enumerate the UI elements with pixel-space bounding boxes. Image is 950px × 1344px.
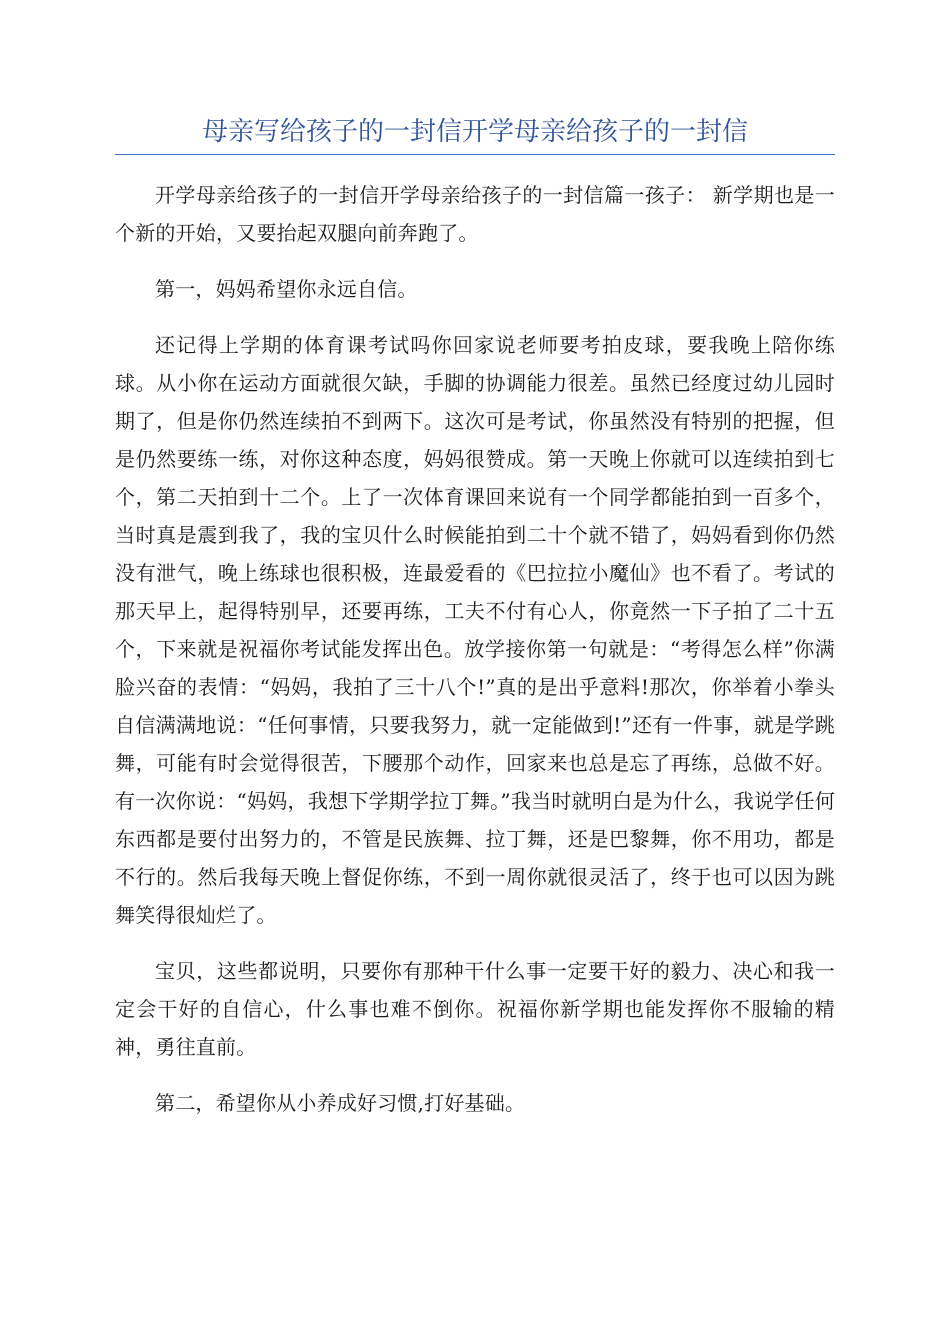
paragraph-story: 还记得上学期的体育课考试吗你回家说老师要考拍皮球，要我晚上陪你练球。从小你在运动方面就很欠缺，手脚的协调能力很差。虽然已经度过幼儿园时期了，但是你仍然连续拍不到两下。这次可是考试，你虽然没有特别的把握，但是仍然要练一练，对你这种态度，妈妈很赞成。第一天晚上你就可以连续拍到七个，第二天拍到十二个。上了一次体育课回来说有一个同学都能拍到一百多个，当时真是震到我了，我的宝贝什么时候能拍到二十个就不错了，妈妈看到你仍然没有泄气，晚上练球也很积极，连最爱看的《巴拉拉小魔仙》也不看了。考试的那天早上，起得特别早，还要再练，工夫不付有心人，你竟然一下子拍了二十五个，下来就是祝福你考试能发挥出色。放学接你第一句就是：“考得怎么样”你满脸兴奋的表情：“妈妈，我拍了三十八个!”真的是出乎意料!那次，你举着小拳头自信满满地说：“任何事情，只要我努力，就一定能做到!”还有一件事，就是学跳舞，可能有时会觉得很苦，下腰那个动作，回家来也总是忘了再练，总做不好。有一次你说：“妈妈，我想下学期学拉丁舞。”我当时就明白是为什么，我说学任何东西都是要付出努力的，不管是民族舞、拉丁舞，还是巴黎舞，你不用功，都是不行的。然后我每天晚上督促你练，不到一周你就很灵活了，终于也可以因为跳舞笑得很灿烂了。	[115, 333, 835, 927]
document-body	[115, 176, 835, 1140]
paragraph-point-two: 第二，希望你从小养成好习惯,打好基础。	[155, 1091, 526, 1115]
paragraph-intro: 开学母亲给孩子的一封信开学母亲给孩子的一封信篇一孩子： 新学期也是一个新的开始，又要抬起双腿向前奔跑了。	[115, 183, 835, 245]
paragraph-point-one: 第一，妈妈希望你永远自信。	[155, 277, 418, 301]
title-underline	[115, 154, 835, 155]
paragraph-encouragement: 宝贝，这些都说明，只要你有那种干什么事一定要干好的毅力、决心和我一定会干好的自信心，什么事也难不倒你。祝福你新学期也能发挥你不服输的精神，勇往直前。	[115, 959, 835, 1059]
document-title: 母亲写给孩子的一封信开学母亲给孩子的一封信	[201, 117, 748, 147]
